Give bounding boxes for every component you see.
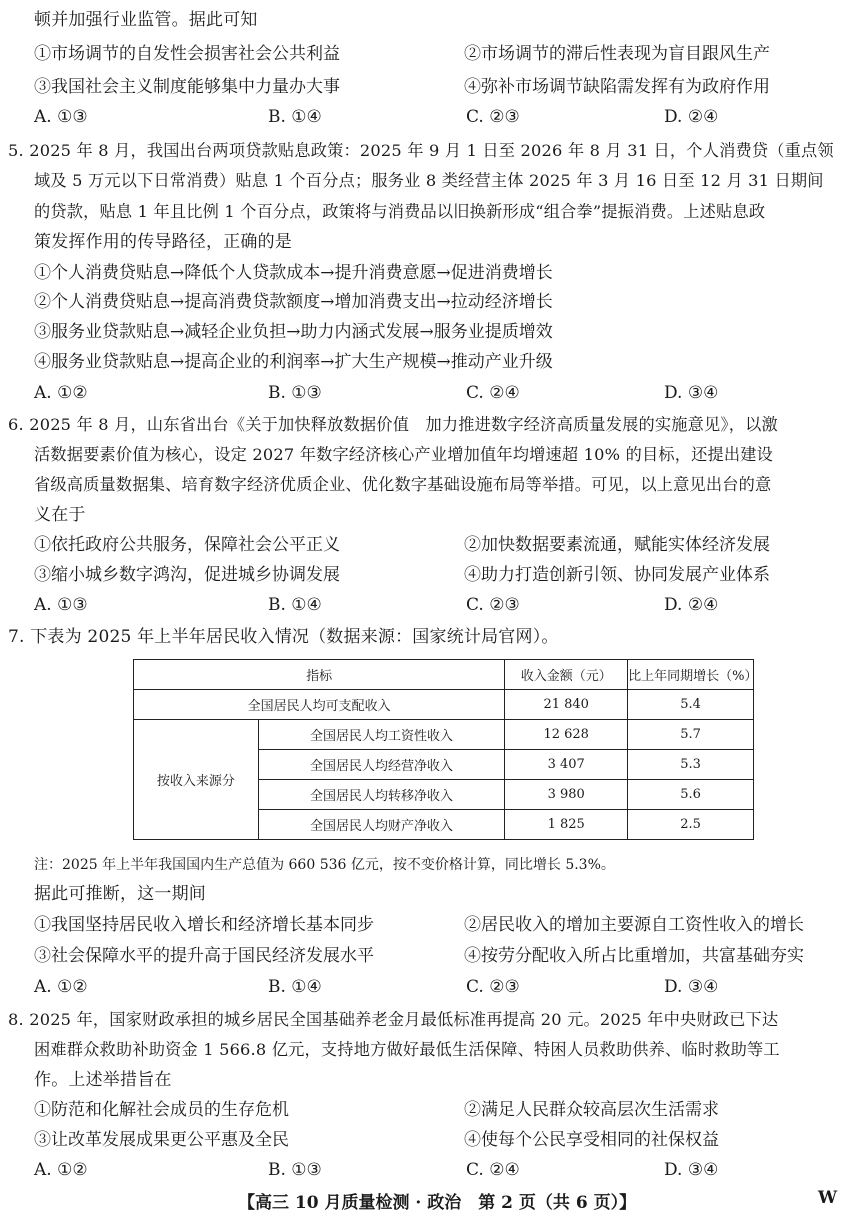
q8-item-3: ③让改革发展成果更公平惠及全民 xyxy=(34,1130,289,1150)
footer-code: W xyxy=(818,1188,838,1208)
group-label: 按收入来源分 xyxy=(134,720,259,840)
q6-choice-d[interactable]: D. ②④ xyxy=(664,595,719,615)
q4-item-3: ③我国社会主义制度能够集中力量办大事 xyxy=(34,77,340,97)
q7-item-3: ③社会保障水平的提升高于国民经济发展水平 xyxy=(34,946,374,966)
table-header-row xyxy=(134,660,754,690)
table-row xyxy=(134,690,754,720)
q6-stem-line-3: 省级高质量数据集、培育数字经济优质企业、优化数字基础设施布局等举措。可见，以上意见出台的意 xyxy=(34,475,772,494)
row-amount: 3 980 xyxy=(505,780,628,810)
q4-choice-b[interactable]: B. ①④ xyxy=(268,107,322,127)
q7-choice-b[interactable]: B. ①④ xyxy=(268,977,322,997)
q8-choice-c[interactable]: C. ②④ xyxy=(466,1160,520,1180)
q4-choice-d[interactable]: D. ②④ xyxy=(664,107,719,127)
q8-stem-line-2: 困难群众救助补助资金 1 566.8 亿元，支持地方做好最低生活保障、特困人员救助供养、临时救助等工 xyxy=(34,1040,780,1059)
q7-item-4: ④按劳分配收入所占比重增加，共富基础夯实 xyxy=(464,946,804,966)
q4-stem-tail: 顿并加强行业监管。据此可知 xyxy=(34,10,258,30)
income-table xyxy=(133,659,758,840)
q6-stem-line-2: 活数据要素价值为核心，设定 2027 年数字经济核心产业增加值年均增速超 10% 的目标，还提出建设 xyxy=(34,445,774,464)
row-growth: 5.3 xyxy=(628,750,754,780)
q6-choice-c[interactable]: C. ②③ xyxy=(466,595,520,615)
q5-item-4: ④服务业贷款贴息→提高企业的利润率→扩大生产规模→推动产业升级 xyxy=(34,352,553,372)
q8-stem-line-3: 作。上述举措旨在 xyxy=(34,1070,172,1090)
q7-stem: 7. 下表为 2025 年上半年居民收入情况（数据来源：国家统计局官网）。 xyxy=(8,627,559,647)
q8-choice-b[interactable]: B. ①③ xyxy=(268,1160,322,1180)
q6-item-3: ③缩小城乡数字鸿沟，促进城乡协调发展 xyxy=(34,565,340,585)
q6-choice-b[interactable]: B. ①④ xyxy=(268,595,322,615)
q4-choice-c[interactable]: C. ②③ xyxy=(466,107,520,127)
q4-choice-a[interactable]: A. ①③ xyxy=(34,107,88,127)
row-growth: 2.5 xyxy=(628,810,754,840)
q7-question: 据此可推断，这一期间 xyxy=(34,884,206,904)
row-growth: 5.6 xyxy=(628,780,754,810)
row-label: 全国居民人均经营净收入 xyxy=(258,750,505,780)
q7-choice-d[interactable]: D. ③④ xyxy=(664,977,719,997)
header-indicator: 指标 xyxy=(134,660,505,690)
header-amount: 收入金额（元） xyxy=(505,660,628,690)
q8-choice-a[interactable]: A. ①② xyxy=(34,1160,88,1180)
q5-choice-a[interactable]: A. ①② xyxy=(34,383,88,403)
row-growth: 5.4 xyxy=(628,690,754,720)
q4-item-4: ④弥补市场调节缺陷需发挥有为政府作用 xyxy=(464,77,770,97)
row-amount: 1 825 xyxy=(505,810,628,840)
q6-choice-a[interactable]: A. ①③ xyxy=(34,595,88,615)
q8-stem-line-1: 8. 2025 年，国家财政承担的城乡居民全国基础养老金月最低标准再提高 20 元。2025 年中央财政已下达 xyxy=(8,1010,779,1029)
q8-choice-d[interactable]: D. ③④ xyxy=(664,1160,719,1180)
q6-item-1: ①依托政府公共服务，保障社会公平正义 xyxy=(34,535,340,555)
q5-stem-line-1: 5. 2025 年 8 月，我国出台两项贷款贴息政策：2025 年 9 月 1 日至 2026 年 8 月 31 日，个人消费贷（重点领 xyxy=(8,141,834,160)
q5-item-2: ②个人消费贷贴息→提高消费贷款额度→增加消费支出→拉动经济增长 xyxy=(34,292,553,312)
header-growth: 比上年同期增长（%） xyxy=(628,660,754,690)
q6-item-4: ④助力打造创新引领、协同发展产业体系 xyxy=(464,565,770,585)
row-label: 全国居民人均财产净收入 xyxy=(258,810,505,840)
q6-stem-line-1: 6. 2025 年 8 月，山东省出台《关于加快释放数据价值 加力推进数字经济高质量发展的实施意见》，以激 xyxy=(8,415,778,434)
q5-stem-line-4: 策发挥作用的传导路径，正确的是 xyxy=(34,232,292,252)
q5-item-3: ③服务业贷款贴息→减轻企业负担→助力内涵式发展→服务业提质增效 xyxy=(34,322,553,342)
table-row xyxy=(134,720,754,750)
q5-item-1: ①个人消费贷贴息→降低个人贷款成本→提升消费意愿→促进消费增长 xyxy=(34,263,553,283)
q6-stem-line-4: 义在于 xyxy=(34,505,86,525)
row-growth: 5.7 xyxy=(628,720,754,750)
q8-item-4: ④使每个公民享受相同的社保权益 xyxy=(464,1130,719,1150)
row-label: 全国居民人均转移净收入 xyxy=(258,780,505,810)
q8-item-2: ②满足人民群众较高层次生活需求 xyxy=(464,1100,719,1120)
row-label: 全国居民人均工资性收入 xyxy=(258,720,505,750)
q5-choice-d[interactable]: D. ③④ xyxy=(664,383,719,403)
q7-item-2: ②居民收入的增加主要源自工资性收入的增长 xyxy=(464,915,804,935)
q7-item-1: ①我国坚持居民收入增长和经济增长基本同步 xyxy=(34,915,374,935)
row-amount: 12 628 xyxy=(505,720,628,750)
table-note: 注：2025 年上半年我国国内生产总值为 660 536 亿元，按不变价格计算，同比增长 5.3%。 xyxy=(34,857,615,873)
footer-title: 【高三 10 月质量检测 · 政治 第 2 页（共 6 页）】 xyxy=(238,1193,637,1213)
q8-item-1: ①防范和化解社会成员的生存危机 xyxy=(34,1100,289,1120)
q5-stem-line-2: 域及 5 万元以下日常消费）贴息 1 个百分点；服务业 8 类经营主体 2025 年 3 月 16 日至 12 月 31 日期间 xyxy=(34,171,824,190)
q5-choice-b[interactable]: B. ①③ xyxy=(268,383,322,403)
q7-choice-a[interactable]: A. ①② xyxy=(34,977,88,997)
q5-choice-c[interactable]: C. ②④ xyxy=(466,383,520,403)
row-amount: 21 840 xyxy=(505,690,628,720)
row-label: 全国居民人均可支配收入 xyxy=(134,690,505,720)
q4-item-2: ②市场调节的滞后性表现为盲目跟风生产 xyxy=(464,44,770,64)
q6-item-2: ②加快数据要素流通，赋能实体经济发展 xyxy=(464,535,770,555)
row-amount: 3 407 xyxy=(505,750,628,780)
q4-item-1: ①市场调节的自发性会损害社会公共利益 xyxy=(34,44,340,64)
q7-choice-c[interactable]: C. ②③ xyxy=(466,977,520,997)
q5-stem-line-3: 的贷款，贴息 1 年且比例 1 个百分点，政策将与消费品以旧换新形成“组合拳”提振消费。上述贴息政 xyxy=(34,202,766,221)
